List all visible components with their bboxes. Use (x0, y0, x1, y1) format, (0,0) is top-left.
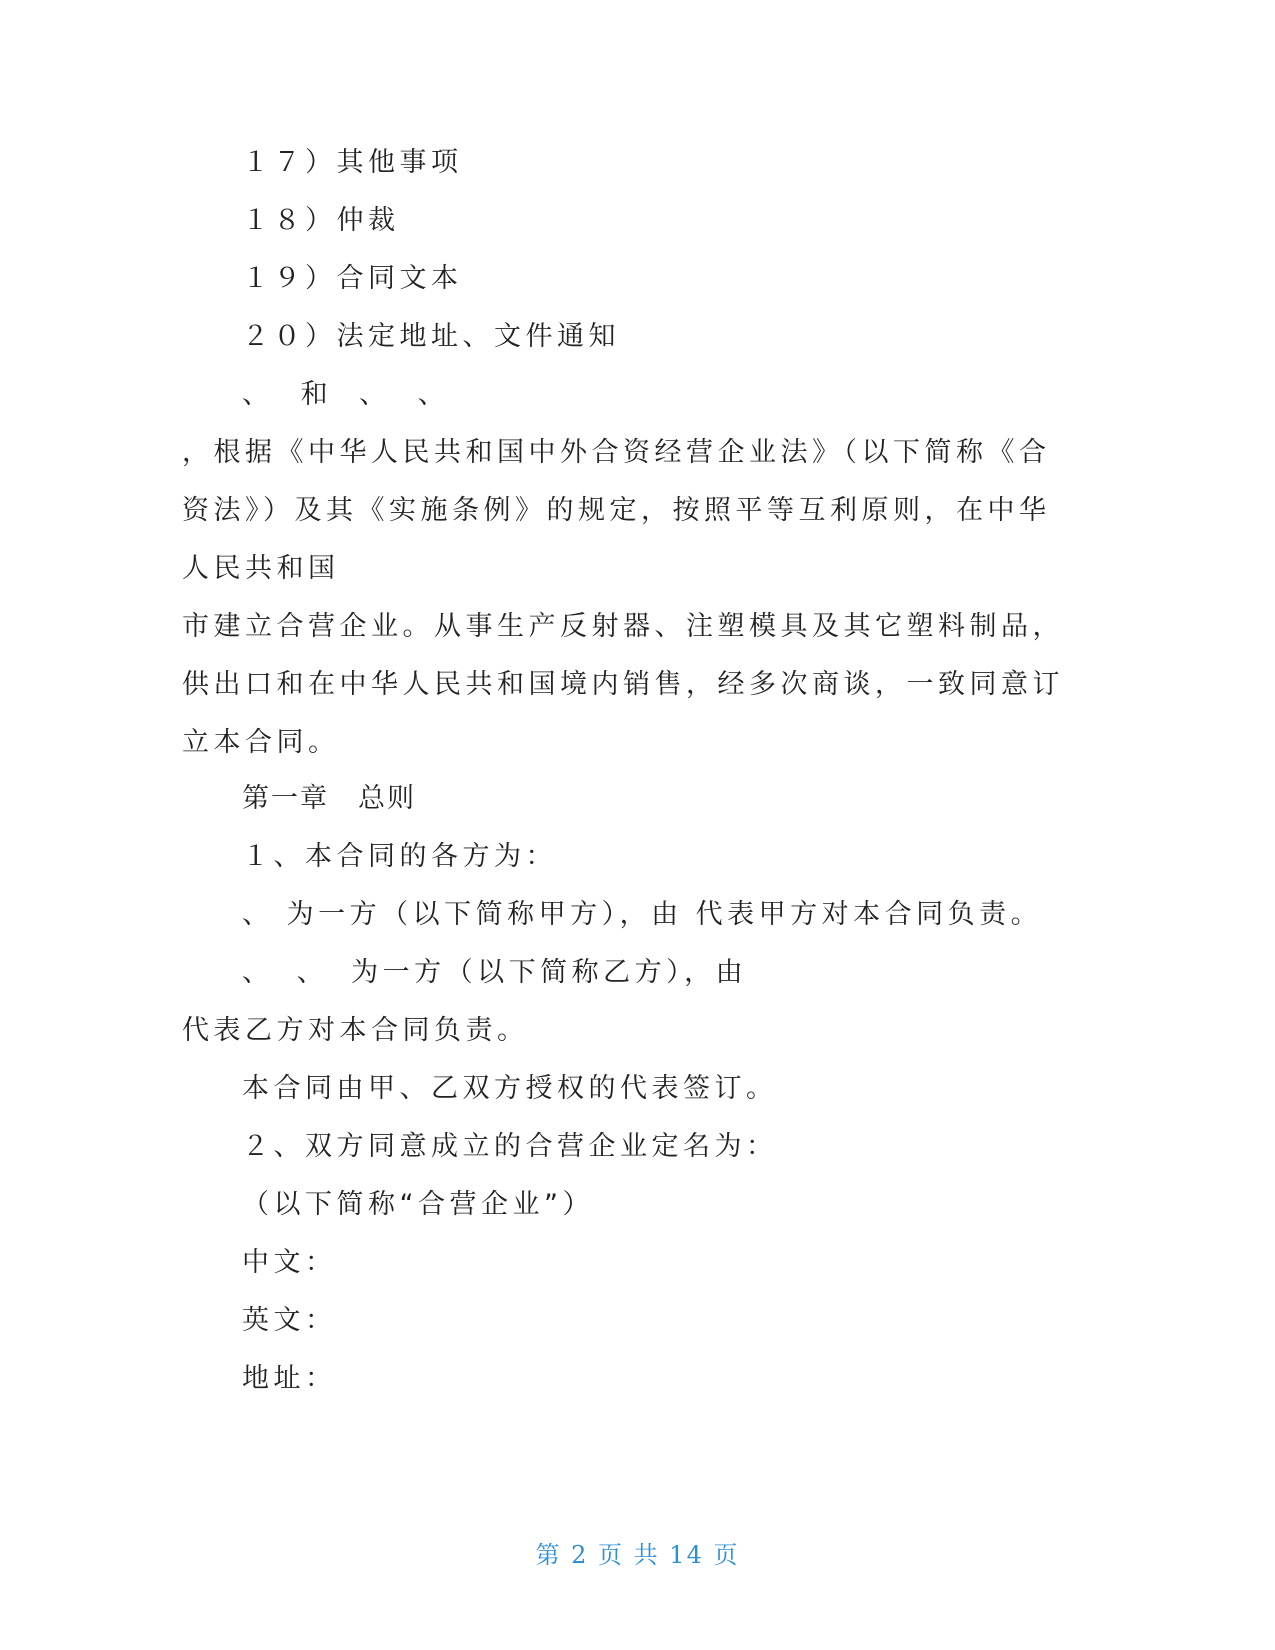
text-line: １７）其他事项 (242, 147, 463, 178)
page-number-footer: 第 2 页 共 14 页 (535, 1541, 740, 1569)
chapter-heading: 第一章 总则 (242, 783, 416, 814)
text-line: 英文： (242, 1305, 337, 1336)
text-line: 、 、 为一方（以下简称乙方），由 (242, 957, 748, 988)
text-line: 市建立合营企业。从事生产反射器、注塑模具及其它塑料制品， (182, 611, 1064, 642)
text-line: 代表乙方对本合同负责。 (182, 1015, 529, 1046)
text-line: １、本合同的各方为： (242, 841, 557, 872)
text-line: 、 为一方（以下简称甲方），由 代表甲方对本合同负责。 (242, 899, 1043, 930)
text-line: １８）仲裁 (242, 205, 400, 236)
text-line: 地址： (242, 1363, 337, 1394)
text-line: ２、双方同意成立的合营企业定名为： (242, 1131, 778, 1162)
text-line: 中文： (242, 1247, 337, 1278)
text-line: 立本合同。 (182, 727, 340, 758)
text-line: 人民共和国 (182, 553, 340, 584)
text-line: 本合同由甲、乙双方授权的代表签订。 (242, 1073, 778, 1104)
text-line: 、 和 、 、 (242, 379, 450, 410)
text-line: １９）合同文本 (242, 263, 463, 294)
text-line: ，根据《中华人民共和国中外合资经营企业法》（以下简称《合 (182, 437, 1051, 468)
text-line: 供出口和在中华人民共和国境内销售，经多次商谈，一致同意订 (182, 669, 1064, 700)
text-line: （以下简称“合营企业”） (242, 1189, 594, 1220)
text-line: ２０）法定地址、文件通知 (242, 321, 620, 352)
text-line: 资法》）及其《实施条例》的规定，按照平等互利原则，在中华 (182, 495, 1051, 526)
